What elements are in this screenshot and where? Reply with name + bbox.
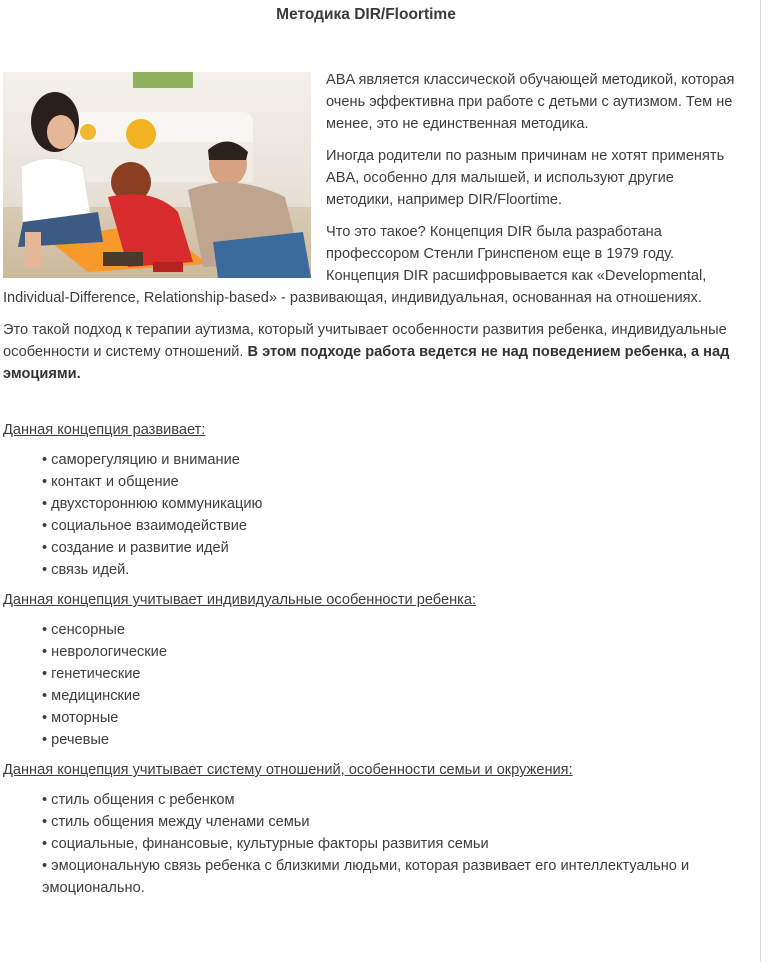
- list-item: • эмоциональную связь ребенка с близкими людьми, которая развивает его интеллектуально и эмоционально.: [42, 855, 743, 899]
- list-item: • медицинские: [42, 685, 743, 707]
- list-item: • связь идей.: [42, 559, 743, 581]
- page-title: Методика DIR/Floortime: [276, 6, 456, 23]
- family-photo: [3, 72, 311, 278]
- section-heading-relationships: Данная концепция учитывает систему отношений, особенности семьи и окружения:: [3, 762, 573, 778]
- list-item: • моторные: [42, 707, 743, 729]
- list-item: • саморегуляцию и внимание: [42, 449, 743, 471]
- list-item: • неврологические: [42, 641, 743, 663]
- list-item: • генетические: [42, 663, 743, 685]
- list-item: • речевые: [42, 729, 743, 751]
- list-develops: [42, 449, 743, 581]
- list-item: • контакт и общение: [42, 471, 743, 493]
- paragraph-approach: [3, 319, 743, 385]
- list-relationships: [42, 789, 743, 899]
- approach-bold-text: В этом подходе работа ведется не над поведением ребенка, а над эмоциями.: [3, 344, 730, 382]
- list-item: • стиль общения с ребенком: [42, 789, 743, 811]
- paragraph-dir-definition: Что это такое? Концепция DIR была разработана профессором Стенли Гринспеном еще в 1979 году. Концепция DIR расшифровывается как «Developmental, Individual-Difference, Relationship-based» - развивающая, индивидуальная, основанная на отношениях.: [3, 224, 707, 306]
- spacer: [3, 395, 743, 419]
- list-individual: [42, 619, 743, 751]
- approach-text: Это такой подход к терапии аутизма, который учитывает особенности развития ребенка, индивидуальные особенности и систему отношений.: [3, 322, 727, 360]
- article-content: [3, 69, 743, 907]
- list-item: • социальные, финансовые, культурные факторы развития семьи: [42, 833, 743, 855]
- section-heading-individual: Данная концепция учитывает индивидуальные особенности ребенка:: [3, 592, 477, 608]
- list-item: • стиль общения между членами семьи: [42, 811, 743, 833]
- list-item: • социальное взаимодействие: [42, 515, 743, 537]
- paragraph-parents: Иногда родители по разным причинам не хотят применять ABA, особенно для малышей, и используют другие методики, например DIR/Floortime.: [326, 148, 725, 208]
- section-heading-develops: Данная концепция развивает:: [3, 422, 206, 438]
- paragraph-intro: ABA является классической обучающей методикой, которая очень эффективна при работе с детьми с аутизмом. Тем не менее, это не единственная методика.: [326, 72, 735, 132]
- list-item: • создание и развитие идей: [42, 537, 743, 559]
- list-item: • двухстороннюю коммуникацию: [42, 493, 743, 515]
- list-item: • сенсорные: [42, 619, 743, 641]
